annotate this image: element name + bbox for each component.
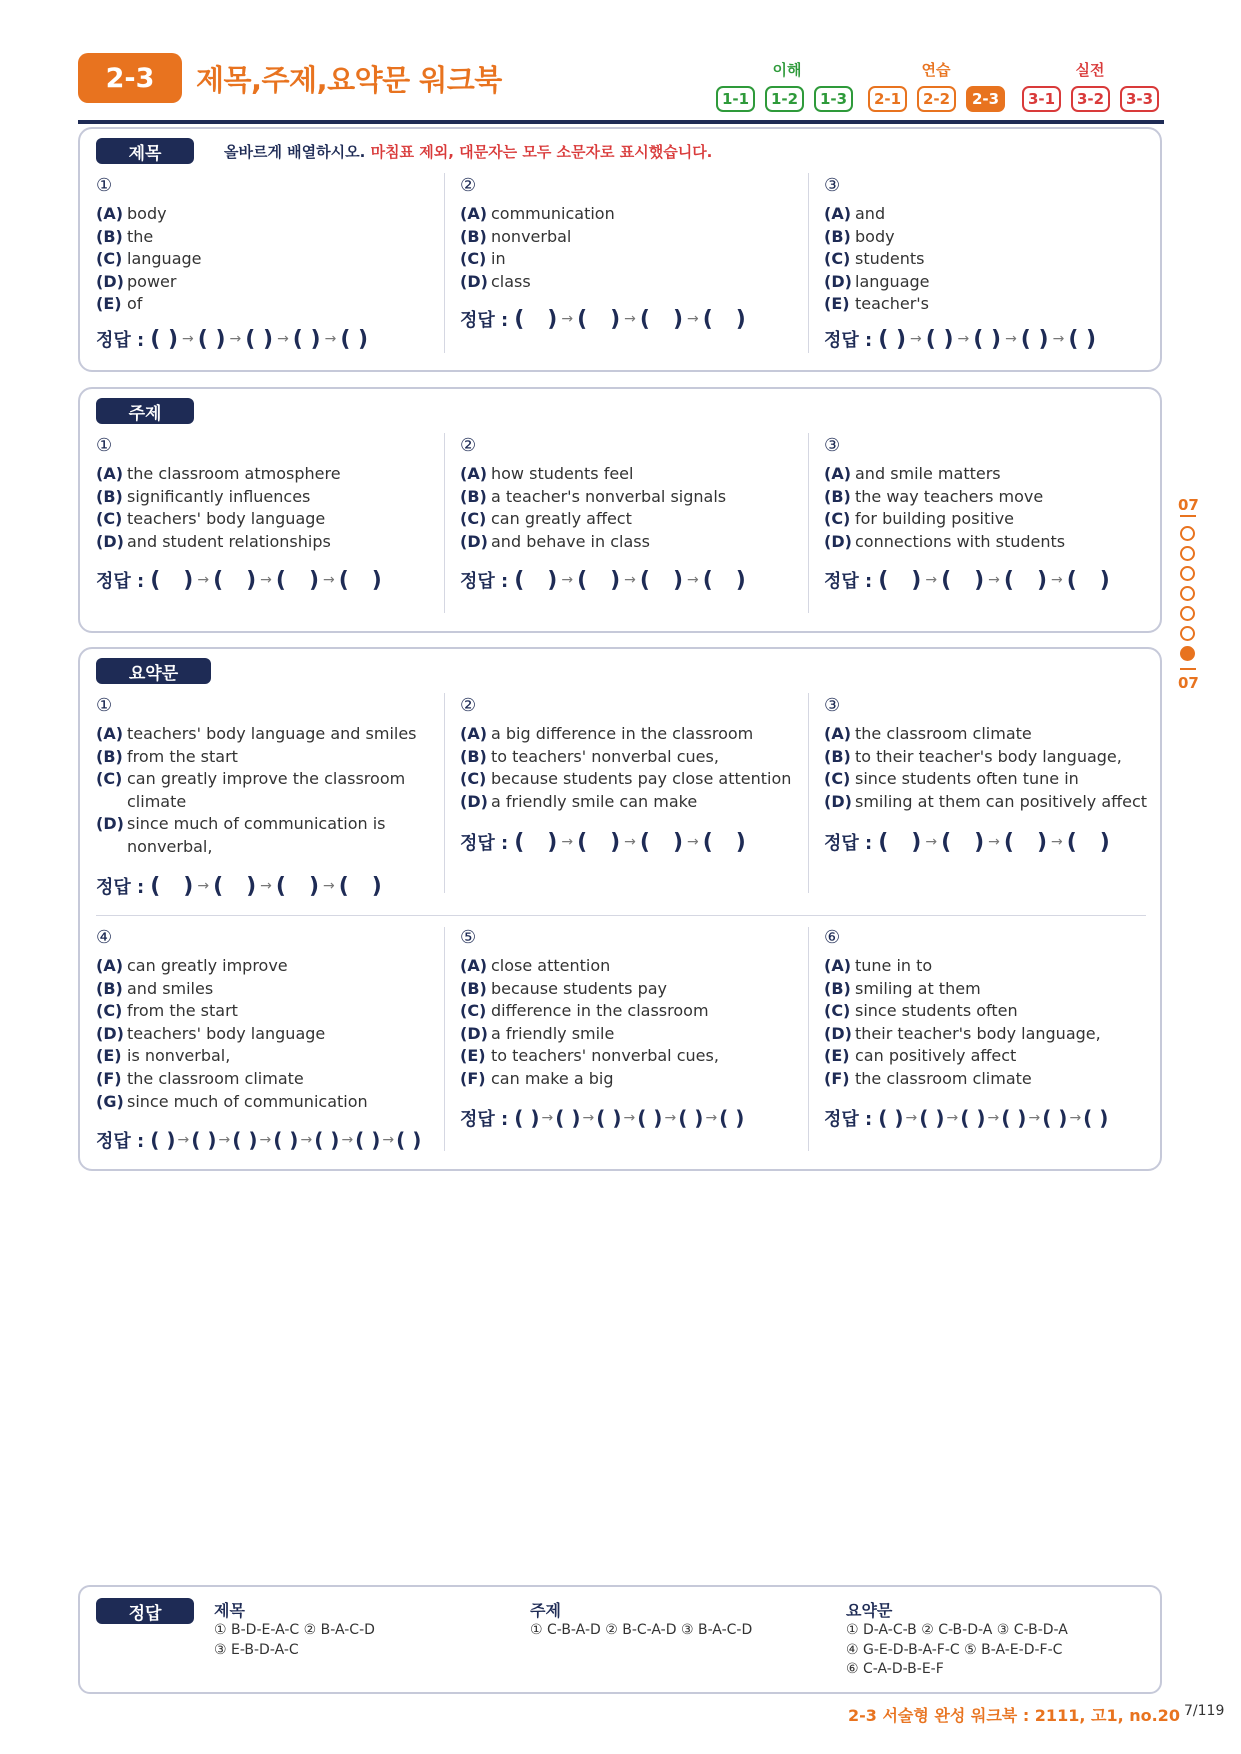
- question-number: ⑥: [824, 927, 841, 948]
- level-tab-2-3[interactable]: 2-3: [966, 86, 1005, 112]
- list-item: (C) can greatly affect: [460, 509, 632, 529]
- list-item: (D) connections with students: [824, 531, 1066, 551]
- level-tab-3-3[interactable]: 3-3: [1120, 86, 1159, 112]
- list-item: (B) because students pay: [460, 978, 668, 998]
- answer-line[interactable]: 정답 : ( ) → ( ) → ( ) → ( ): [824, 829, 1110, 855]
- list-item: (A) and: [824, 204, 886, 223]
- list-item: (A) the classroom atmosphere: [96, 464, 341, 483]
- page-title: 제목,주제,요약문 워크북: [196, 63, 502, 97]
- answer-line[interactable]: 정답 : ( ) → ( ) → ( ) → ( ) → ( ) → ( ): [824, 1106, 1109, 1130]
- section-tag-summary: 요약문: [96, 658, 211, 684]
- list-item: (A) communication: [460, 204, 615, 223]
- column-divider: [808, 927, 809, 1151]
- instruction-note: 마침표 제외, 대문자는 모두 소문자로 표시했습니다.: [370, 143, 713, 161]
- question-number: ③: [824, 435, 841, 456]
- list-item: (B) to their teacher's body language,: [824, 746, 1122, 766]
- side-marker-top: 07: [1178, 496, 1199, 514]
- list-item: (D) and behave in class: [460, 531, 650, 551]
- title-question-1: [96, 175, 416, 316]
- list-item: (D) power: [96, 271, 177, 291]
- list-item: (D) since much of communication is nonverbal,: [96, 814, 386, 856]
- summary-question-6: [824, 927, 1144, 1091]
- column-divider: [444, 693, 445, 893]
- summary-question-4: [96, 927, 436, 1113]
- question-number: ①: [96, 175, 113, 196]
- list-item: (F) the classroom climate: [96, 1068, 304, 1088]
- question-number: ③: [824, 695, 841, 716]
- summary-question-1: [96, 695, 436, 859]
- list-item: (A) how students feel: [460, 464, 634, 483]
- summary-question-3: [824, 695, 1154, 813]
- answer-line[interactable]: 정답 : ( ) → ( ) → ( ) → ( ): [96, 567, 382, 593]
- column-divider: [444, 173, 445, 353]
- list-item: (B) from the start: [96, 746, 238, 766]
- list-item: (A) close attention: [460, 956, 611, 975]
- instruction: [224, 141, 712, 162]
- list-item: (C) for building positive: [824, 509, 1015, 529]
- list-item: (C) difference in the classroom: [460, 1001, 709, 1021]
- column-divider: [444, 927, 445, 1151]
- answer-key-title: ① B-D-E-A-C ② B-A-C-D ③ E-B-D-A-C: [214, 1622, 375, 1658]
- level-tab-2-1[interactable]: 2-1: [868, 86, 907, 112]
- list-item: (C) in: [460, 249, 506, 269]
- question-number: ②: [460, 435, 477, 456]
- page-number: 7/119: [1184, 1703, 1225, 1719]
- level-tab-1-2[interactable]: 1-2: [765, 86, 804, 112]
- answer-line[interactable]: 정답 : ( ) → ( ) → ( ) → ( ): [460, 306, 746, 332]
- answer-key-title-label: 제목: [214, 1601, 245, 1620]
- side-marker-line: [1180, 668, 1196, 670]
- answer-line[interactable]: 정답 : ( ) → ( ) → ( ) → ( ) → ( ): [96, 326, 369, 352]
- progress-dot: [1180, 606, 1195, 621]
- list-item: (C) from the start: [96, 1001, 238, 1021]
- list-item: (B) smiling at them: [824, 978, 981, 998]
- list-item: (D) class: [460, 271, 531, 291]
- column-divider: [808, 173, 809, 353]
- progress-dot: [1180, 566, 1195, 581]
- list-item: (D) teachers' body language: [96, 1023, 326, 1043]
- question-number: ②: [460, 695, 477, 716]
- list-item: (B) the: [96, 226, 154, 246]
- level-tab-1-3[interactable]: 1-3: [814, 86, 853, 112]
- list-item: (A) and smile matters: [824, 464, 1001, 483]
- answer-line[interactable]: 정답 : ( ) → ( ) → ( ) → ( ): [460, 829, 746, 855]
- header-rule: [78, 120, 1164, 124]
- list-item: (D) a friendly smile: [460, 1023, 615, 1043]
- list-item: (E) is nonverbal,: [96, 1046, 231, 1066]
- title-question-2: [460, 175, 790, 293]
- column-divider: [808, 433, 809, 613]
- list-item: (B) body: [824, 226, 895, 246]
- level-tab-3-2[interactable]: 3-2: [1071, 86, 1110, 112]
- list-item: (B) a teacher's nonverbal signals: [460, 486, 727, 506]
- answer-line[interactable]: 정답 : ( ) → ( ) → ( ) → ( ): [460, 567, 746, 593]
- answer-line[interactable]: 정답 : ( ) → ( ) → ( ) → ( ) → ( ) → ( ): [460, 1106, 745, 1130]
- list-item: (A) body: [96, 204, 167, 223]
- footer-text: 2-3 서술형 완성 워크북 : 2111, 고1, no.20: [848, 1706, 1180, 1725]
- list-item: (E) to teachers' nonverbal cues,: [460, 1046, 719, 1066]
- side-marker-bottom: 07: [1178, 674, 1199, 692]
- progress-dot: [1180, 626, 1195, 641]
- column-divider: [444, 433, 445, 613]
- list-item: (E) can positively affect: [824, 1046, 1017, 1066]
- unit-badge: 2-3: [78, 53, 182, 103]
- summary-question-5: [460, 927, 800, 1091]
- theme-question-1: [96, 435, 436, 553]
- list-item: (F) the classroom climate: [824, 1068, 1032, 1088]
- side-marker-line: [1180, 515, 1196, 517]
- progress-dot: [1180, 546, 1195, 561]
- list-item: (C) can greatly improve the classroom climate: [96, 769, 406, 811]
- list-item: (C) language: [96, 249, 202, 269]
- list-item: (D) smiling at them can positively affect: [824, 791, 1148, 811]
- answer-key-summary: ① D-A-C-B ② C-B-D-A ③ C-B-D-A ④ G-E-D-B-A-F-C ⑤ B-A-E-D-F-C ⑥ C-A-D-B-E-F: [846, 1622, 1068, 1677]
- list-item: (A) can greatly improve: [96, 956, 288, 975]
- list-item: (C) since students often: [824, 1001, 1018, 1021]
- list-item: (A) tune in to: [824, 956, 933, 975]
- column-divider: [808, 693, 809, 893]
- list-item: (A) the classroom climate: [824, 724, 1032, 743]
- list-item: (D) a friendly smile can make: [460, 791, 698, 811]
- section-tag-title: 제목: [96, 138, 194, 164]
- question-number: ③: [824, 175, 841, 196]
- theme-panel: [78, 387, 1162, 633]
- answer-line[interactable]: 정답 : ( ) → ( ) → ( ) → ( ): [824, 567, 1110, 593]
- title-panel: [78, 127, 1162, 372]
- section-tag-theme: 주제: [96, 398, 194, 424]
- list-item: (D) their teacher's body language,: [824, 1023, 1101, 1043]
- list-item: (D) and student relationships: [96, 531, 331, 551]
- level-tab-2-2[interactable]: 2-2: [917, 86, 956, 112]
- group-label-practice: 연습: [921, 61, 951, 79]
- list-item: (C) students: [824, 249, 925, 269]
- answer-key-theme: ① C-B-A-D ② B-C-A-D ③ B-A-C-D: [530, 1622, 753, 1638]
- title-question-3: [824, 175, 1144, 316]
- question-number: ①: [96, 435, 113, 456]
- list-item: (B) and smiles: [96, 978, 214, 998]
- question-number: ①: [96, 695, 113, 716]
- summary-panel: [78, 647, 1162, 1171]
- question-number: ②: [460, 175, 477, 196]
- list-item: (E) of: [96, 294, 143, 314]
- group-label-real: 실전: [1075, 61, 1105, 79]
- list-item: (E) teacher's: [824, 294, 930, 314]
- list-item: (B) to teachers' nonverbal cues,: [460, 746, 719, 766]
- group-label-understand: 이해: [772, 61, 802, 79]
- progress-dot-current: [1180, 646, 1195, 661]
- list-item: (B) the way teachers move: [824, 486, 1044, 506]
- level-tab-1-1[interactable]: 1-1: [716, 86, 755, 112]
- list-item: (C) teachers' body language: [96, 509, 326, 529]
- summary-question-2: [460, 695, 800, 813]
- question-number: ④: [96, 927, 113, 948]
- list-item: (C) because students pay close attention: [460, 769, 792, 789]
- answer-line[interactable]: 정답 : ( ) → ( ) → ( ) → ( ): [96, 873, 382, 899]
- list-item: (G) since much of communication: [96, 1091, 368, 1111]
- answer-key-theme-label: 주제: [530, 1601, 561, 1620]
- row-divider: [96, 915, 1146, 916]
- progress-dot: [1180, 526, 1195, 541]
- answer-line[interactable]: 정답 : ( ) → ( ) → ( ) → ( ) → ( ): [824, 326, 1097, 352]
- answer-line[interactable]: 정답 : ( ) → ( ) → ( ) → ( ) → ( ) → ( ) → ( ): [96, 1128, 422, 1152]
- list-item: (C) since students often tune in: [824, 769, 1079, 789]
- theme-question-3: [824, 435, 1144, 553]
- list-item: (B) significantly influences: [96, 486, 311, 506]
- list-item: (F) can make a big: [460, 1068, 614, 1088]
- list-item: (A) a big difference in the classroom: [460, 724, 754, 743]
- list-item: (A) teachers' body language and smiles: [96, 724, 417, 743]
- instruction-main: 올바르게 배열하시오.: [224, 143, 366, 161]
- answer-key-summary-label: 요약문: [846, 1601, 893, 1620]
- question-number: ⑤: [460, 927, 477, 948]
- theme-question-2: [460, 435, 800, 553]
- level-tab-3-1[interactable]: 3-1: [1022, 86, 1061, 112]
- answer-key-tag: 정답: [96, 1598, 194, 1624]
- list-item: (B) nonverbal: [460, 226, 572, 246]
- answer-key-box: [78, 1585, 1162, 1694]
- list-item: (D) language: [824, 271, 930, 291]
- progress-dot: [1180, 586, 1195, 601]
